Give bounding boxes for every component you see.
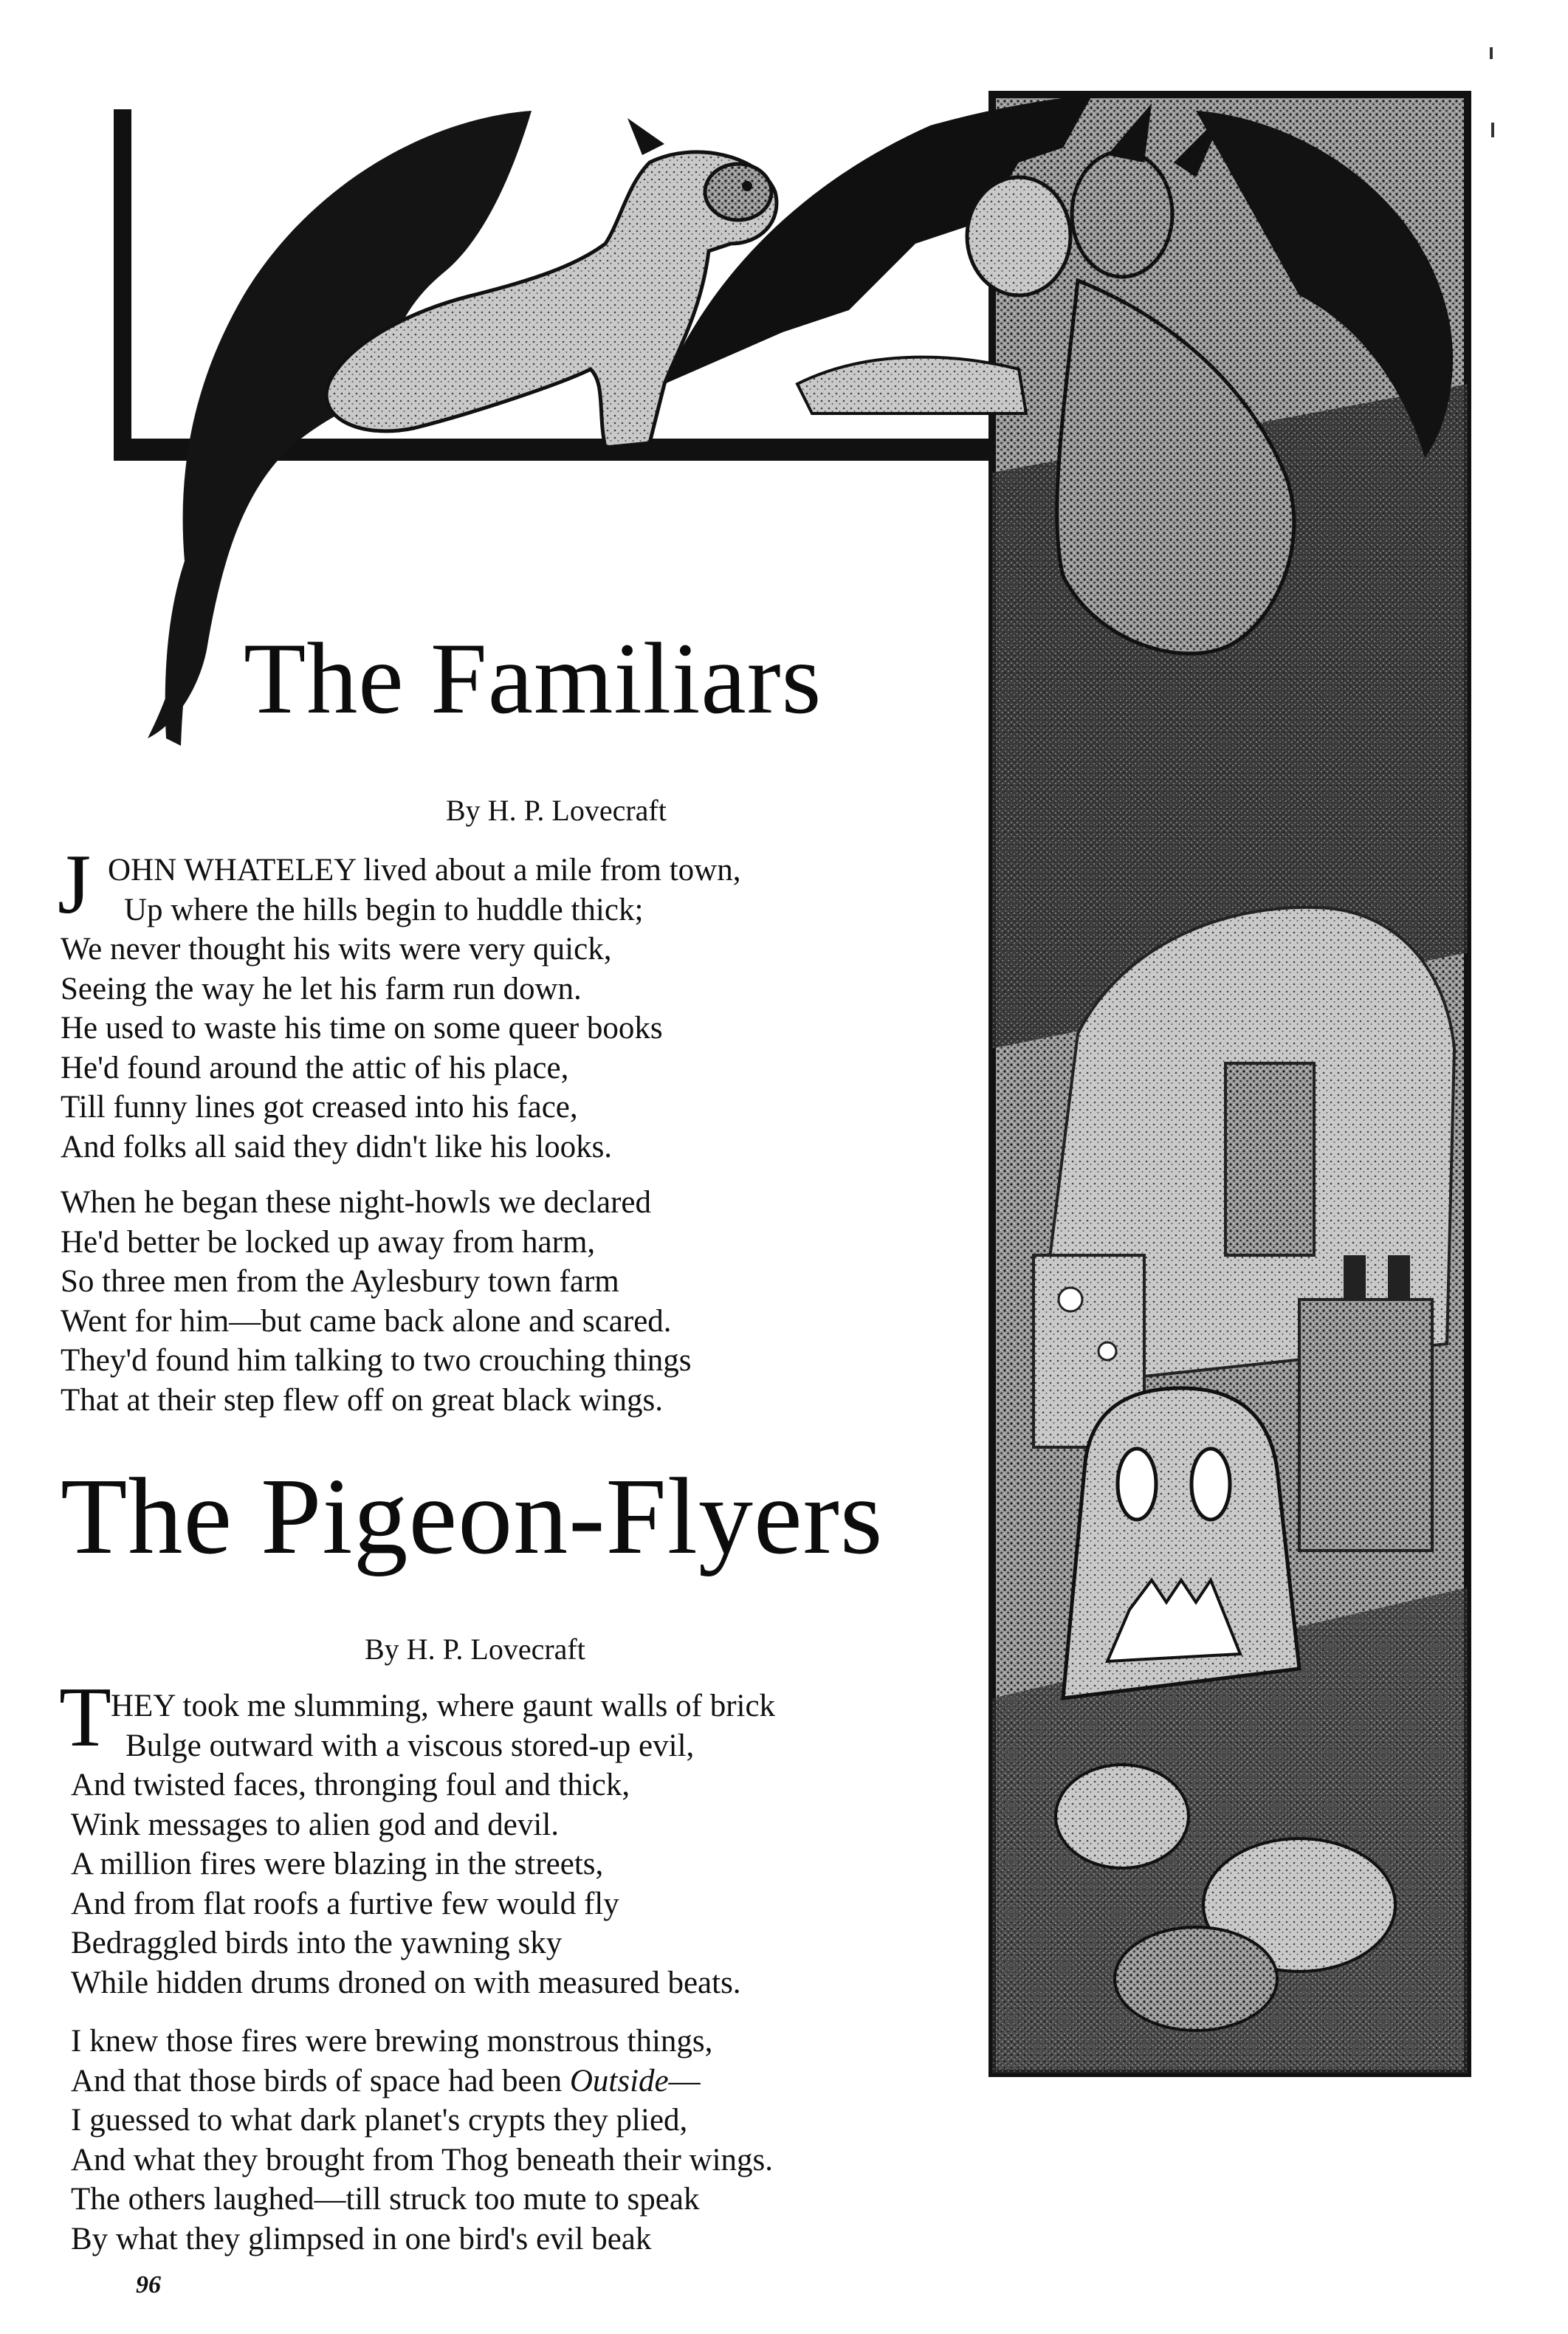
poem-line: He'd found around the attic of his place, [61, 1050, 569, 1085]
poem-1-stanza-1 [90, 851, 740, 930]
poem-2-stanza-1-cont [71, 1765, 741, 2002]
poem-1-byline: By H. P. Lovecraft [446, 794, 667, 827]
poem-line: OHN WHATELEY lived about a mile from town, [108, 853, 741, 888]
poem-1-drop-cap: J [58, 837, 92, 932]
poem-line: Wink messages to alien god and devil. [71, 1807, 560, 1842]
poem-line: Seeing the way he let his farm run down. [61, 971, 582, 1006]
poem-line: The others laughed—till struck too mute to speak [71, 2182, 700, 2217]
poem-line: While hidden drums droned on with measured beats. [71, 1965, 741, 2000]
poem-line: When he began these night-howls we declared [61, 1185, 651, 1220]
poem-1-title: The Familiars [244, 622, 822, 735]
poem-line: I knew those fires were brewing monstrous things, [71, 2024, 713, 2059]
poem-1-stanza-1-cont [61, 930, 663, 1167]
poem-2-byline: By H. P. Lovecraft [365, 1633, 585, 1666]
skull-tower-icon [1063, 1388, 1299, 1698]
poem-line: And what they brought from Thog beneath their wings. [71, 2142, 773, 2177]
poem-line: I guessed to what dark planet's crypts they plied, [71, 2103, 688, 2138]
poem-2-title: The Pigeon-Flyers [61, 1456, 884, 1577]
poem-line: We never thought his wits were very quick, [61, 932, 612, 967]
poem-line: Till funny lines got creased into his face, [61, 1090, 578, 1125]
line-text: — [668, 2063, 701, 2098]
poem-2-drop-cap: T [59, 1670, 111, 1765]
page-number: 96 [136, 2271, 161, 2299]
poem-line: By what they glimpsed in one bird's evil beak [71, 2221, 652, 2256]
line-text-italic: Outside [569, 2063, 669, 2098]
poem-line: And folks all said they didn't like his looks. [61, 1129, 613, 1164]
poem-2-stanza-1 [92, 1686, 775, 1765]
poem-1-stanza-2 [61, 1183, 692, 1420]
poem-line [71, 2062, 773, 2101]
poem-line: He used to waste his time on some queer books [61, 1011, 663, 1046]
line-text: And that those birds of space had been [71, 2063, 570, 2098]
poem-line: A million fires were blazing in the streets, [71, 1847, 604, 1881]
poem-line: So three men from the Aylesbury town farm [61, 1264, 619, 1299]
poem-line: They'd found him talking to two crouching things [61, 1343, 692, 1378]
poem-2-stanza-2 [71, 2022, 773, 2259]
poem-line: He'd better be locked up away from harm, [61, 1224, 596, 1260]
poem-line: Bulge outward with a viscous stored-up evil, [125, 1728, 695, 1763]
poem-line: HEY took me slumming, where gaunt walls of brick [111, 1689, 776, 1723]
poem-line: Bedraggled birds into the yawning sky [71, 1926, 563, 1960]
poem-line: Up where the hills begin to huddle thick; [124, 892, 644, 927]
poem-line: Went for him—but came back alone and scared. [61, 1303, 672, 1339]
poem-line: And from flat roofs a furtive few would fly [71, 1886, 619, 1921]
poem-line: And twisted faces, thronging foul and thick, [71, 1768, 630, 1802]
poem-line: That at their step flew off on great black wings. [61, 1382, 663, 1418]
